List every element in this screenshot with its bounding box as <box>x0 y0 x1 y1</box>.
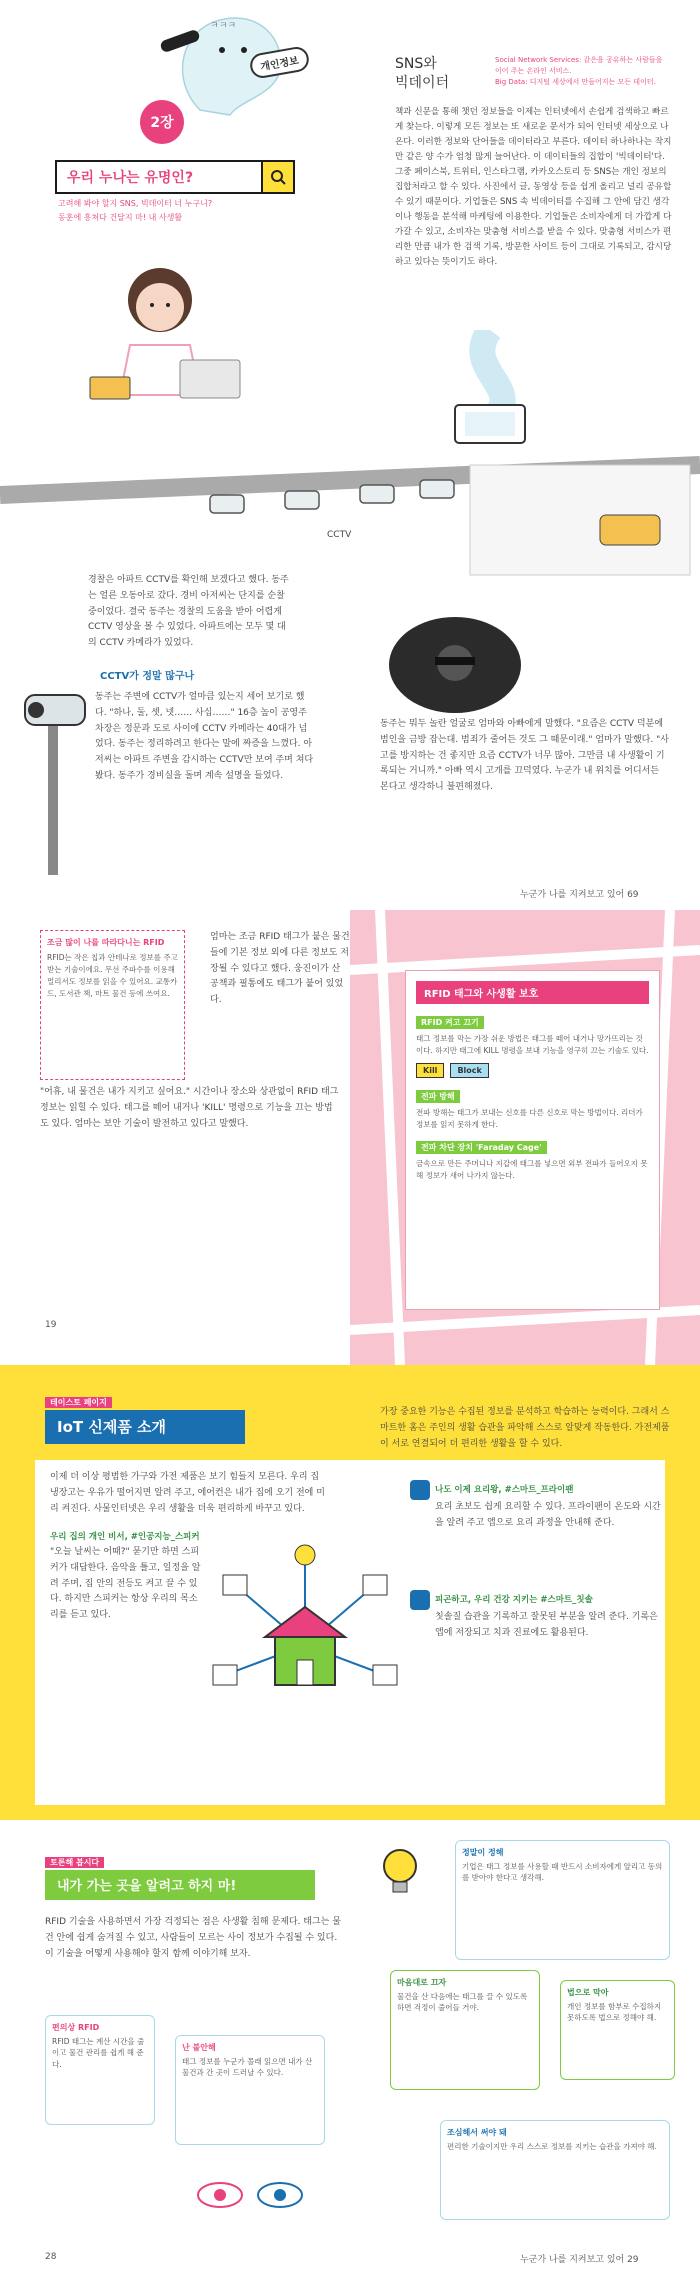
page-footer: 누군가 나를 지켜보고 있어 29 <box>520 2255 639 2265</box>
debate-title: 내가 가는 곳을 알려고 하지 마! <box>45 1870 315 1900</box>
definition-sns: Social Network Services: 같은을 공유하는 사람들을 이어 주는 온라인 서비스. <box>495 56 663 76</box>
section-heading: SNS와 빅데이터 <box>395 56 450 91</box>
bubble-consent <box>455 1840 670 1960</box>
box-anxious <box>175 2035 325 2145</box>
iot-body-brush: 칫솔질 습관을 기록하고 잘못된 부분을 알려 준다. 기록은 앱에 저장되고 치과 진료에도 활용된다. <box>435 1612 658 1638</box>
bubble-law <box>560 1980 675 2080</box>
search-title: 우리 누나는 유명인? <box>67 170 194 186</box>
bubble-careful <box>440 2120 670 2220</box>
box-anxious-body: 태그 정보를 누군가 몰래 읽으면 내가 산 물건과 간 곳이 드러날 수 있다. <box>182 2057 313 2078</box>
page-footer: 누군가 나를 지켜보고 있어 69 <box>520 890 639 900</box>
definition-bigdata: Big Data: 디지털 세상에서 만들어지는 모든 데이터. <box>495 78 656 87</box>
bubble-turn-off-body: 물건을 산 다음에는 태그를 끌 수 있도록 하면 걱정이 줄어들 거야. <box>397 1992 528 2013</box>
bubble-law-title: 법으로 막아 <box>567 1988 609 1997</box>
iot-body-speaker: "오늘 날씨는 어때?" 묻기만 하면 스피커가 대답한다. 음악을 틀고, 일정을 알려 주며, 집 안의 전등도 켜고 끌 수 있다. 하지만 스피커는 항상 우리의 목소리를 듣고 있다. <box>50 1547 201 1620</box>
box-convenience <box>45 2015 155 2125</box>
box-convenience-body: RFID 태그는 계산 시간을 줄이고 물건 관리를 쉽게 해 준다. <box>52 2037 145 2069</box>
body-text: 책과 신문을 통해 챗던 정보들을 이제는 인터넷에서 손쉽게 검색하고 빠르게 찾는다. 이렇게 모든 정보는 또 새로운 문서가 되어 인터넷 세상으로 나온다. 이러한 정보와 단어들을 데이터라고 부른다. 데이터 하나하나는 작지만 같은 양 수가 엄청 많게 늘어난다. 이 데이터들의 집합이 '빅데이터'다. 그중 페이스북, 트위터, 인스타그램, 카카오스토리 등 SNS는 개인 정보의 집합처라고 할 수 있다. 사진에서 글, 동영상 등을 쉽게 올리고 널리 공유할 수 있기 때문이다. 기업들은 SNS 속 빅데이터를 수집해 그 안에 담긴 생각이나 행동을 분석해 마케팅에 이용한다. 기업들은 소비자에게 더 가깝게 다가갈 수 있고, 소비자는 맞춤형 서비스를 받을 수 있다. 맞춤형 서비스가 편리한 만큼 내가 한 검색 기록, 방문한 사이트 등이 그대로 기록되고, 감시당하고 있다는 뜻이기도 하다. <box>395 107 672 268</box>
spread-sns-bigdata <box>0 0 700 455</box>
bubble-consent-title: 정말이 정해 <box>462 1848 504 1857</box>
debate-tag-wrap <box>45 1850 104 1869</box>
rfid-body-2: 전파 방해는 태그가 보내는 신호를 다른 신호로 막는 방법이다. 리더가 정보를 읽지 못하게 한다. <box>416 1108 643 1129</box>
subhead-cctv: CCTV가 정말 많구나 <box>100 671 195 682</box>
spread-iot <box>0 1365 700 1820</box>
privacy-sticker: 개인정보 <box>248 45 310 80</box>
laugh-text: ㅋㅋㅋ <box>210 21 237 31</box>
iot-sub-speaker: 우리 집의 개인 비서, #인공지능_스피커 <box>50 1532 200 1542</box>
rfid-box-title: RFID 태그와 사생활 보호 <box>416 981 649 1004</box>
title-search-box <box>55 160 295 194</box>
iot-intro-right: 가장 중요한 기능은 수집된 정보를 분석하고 학습하는 능력이다. 그래서 스마트한 홈은 주인의 생활 습관을 파악해 스스로 알맞게 작동한다. 가전제품이 서로 연결되어 더 편리한 생활을 할 수 있다. <box>380 1407 670 1449</box>
lightbulb-icon <box>370 1840 430 1900</box>
page-number-left: 19 <box>45 1320 57 1330</box>
bubble-law-body: 개인 정보를 함부로 수집하지 못하도록 법으로 정해야 해. <box>567 2002 662 2023</box>
left-body-b: "어휴, 내 물건은 내가 지키고 싶어요." 시간이나 장소와 상관없이 RFID 태그 정보는 읽힐 수 있다. 태그를 떼어 내거나 'KILL' 명령으로 기능을 끄는 방법도 있다. 엄마는 보안 기술이 발전하고 있다고 말했다. <box>40 1087 339 1129</box>
iot-body-pan: 요리 초보도 쉽게 요리할 수 있다. 프라이팬이 온도와 시간을 알려 주고 앱으로 요리 과정을 안내해 준다. <box>435 1502 661 1528</box>
smart-home-diagram <box>205 1525 405 1725</box>
debate-tag: 토론해 봅시다 <box>45 1857 104 1868</box>
iot-tag: 테이스토 페이지 <box>45 1397 112 1408</box>
spread-cctv <box>0 455 700 910</box>
spread-rfid <box>0 910 700 1365</box>
definitions <box>495 55 670 89</box>
page-number-left: 28 <box>45 2252 57 2262</box>
search-icon <box>261 162 293 192</box>
rfid-note-title: 조금 많이 나를 따라다니는 RFID <box>47 938 165 947</box>
box-anxious-title: 난 불안해 <box>182 2043 216 2052</box>
girl-laptop-illustration <box>70 245 260 415</box>
tag-illustrations <box>416 1063 649 1078</box>
rfid-sub-1: RFID 켜고 끄기 <box>416 1016 484 1029</box>
rfid-note <box>40 930 185 1080</box>
search-subtitle-1: 고려해 봐야 할지 SNS, 빅데이터 너 누구니? <box>58 199 213 208</box>
iot-body-left: 이제 더 이상 평범한 가구와 가전 제품은 보기 힘들지 모른다. 우리 집 냉장고는 우유가 떨어지면 알려 주고, 에어컨은 내가 집에 오기 전에 미리 켜진다. 사물인터넷은 우리 생활을 더욱 편리하게 바꾸고 있다. <box>50 1472 325 1514</box>
pan-icon <box>410 1480 430 1500</box>
eye-icons <box>180 2160 320 2230</box>
chapter-badge: 2장 <box>140 100 184 144</box>
bubble-careful-title: 조심해서 써야 돼 <box>447 2128 507 2137</box>
screen-stream-illustration <box>420 330 570 450</box>
cctv-sign: CCTV <box>327 530 352 540</box>
bubble-turn-off-title: 마음대로 끄자 <box>397 1978 447 1987</box>
bubble-kill: Kill <box>416 1063 444 1078</box>
search-subtitle-2: 동훈에 흥쳐다 건달지 마! 내 사생활 <box>58 213 183 222</box>
iot-title: IoT 신제품 소개 <box>45 1410 245 1444</box>
left-body-a: 엄마는 조금 RFID 태그가 붙은 물건들에 기본 정보 외에 다른 정보도 저장될 수 있다고 했다. 웅진이가 산 공책과 필통에도 태그가 붙어 있었다. <box>210 932 350 1005</box>
iot-sub-pan: 나도 이제 요리왕, #스마트_프라이팬 <box>435 1485 574 1495</box>
thief-cloud-illustration <box>380 605 530 725</box>
bubble-block: Block <box>450 1063 488 1078</box>
debate-body: RFID 기술을 사용하면서 가장 걱정되는 점은 사생활 침해 문제다. 태그는 물건 안에 쉽게 숨겨질 수 있고, 사람들이 모르는 사이 정보가 수집될 수 있다. 이 기술을 어떻게 사용해야 할지 함께 이야기해 보자. <box>45 1917 341 1959</box>
left-body-1: 경찰은 아파트 CCTV를 확인해 보겠다고 했다. 동주는 얼른 오동아로 갔다. 경비 아저씨는 단지를 순찰 중이었다. 결국 동주는 경찰의 도움을 받아 어렵게 CCTV 영상을 볼 수 있었다. 아파트에는 모두 몇 대의 CCTV 카메라가 있었다. <box>88 575 289 648</box>
rfid-privacy-box <box>405 970 660 1310</box>
right-body: 동주는 뭐두 놀란 얼굴로 엄마와 아빠에게 말했다. "요즘은 CCTV 덕분에 범인을 금방 잡는대. 범죄가 줄어든 것도 그 때문이래." 엄마가 말했다. "사고를 방지하는 건 좋지만 요즘 CCTV가 너무 많아. 그만큼 내 사생활이 기록되는 거니까." 아빠 역시 고개를 끄덕였다. 누군가 내 위치를 어디서든 본다고 생각하니 불편해졌다. <box>380 719 669 792</box>
toothbrush-icon <box>410 1590 430 1610</box>
bubble-careful-body: 편리한 기술이지만 우리 스스로 정보를 지키는 습관을 가져야 해. <box>447 2142 657 2151</box>
bubble-turn-off <box>390 1970 540 2090</box>
bubble-consent-body: 기업은 태그 정보를 사용할 때 반드시 소비자에게 알리고 동의를 받아야 한다고 생각해. <box>462 1862 663 1883</box>
cctv-pole-illustration <box>20 655 90 875</box>
rfid-sub-3: 전파 차단 장치 'Faraday Cage' <box>416 1141 547 1154</box>
rfid-sub-2: 전파 방해 <box>416 1090 460 1103</box>
left-body-2: 동주는 주변에 CCTV가 얼마큼 있는지 세어 보기로 했다. "하나, 둘, 셋, 넷…… 사십……" 16층 높이 공영주차장은 정문과 도로 사이에 CCTV 카메라는 40대가 넘었다. 동주는 정리하려고 한다는 말에 짜증을 느꼈다. 아저씨는 아파트 주변을 감시하는 CCTV만 보여 주며 쳐다봤다. 동주가 경비실을 돌며 계속 설명을 들었다. <box>95 692 314 781</box>
iot-tag-wrap <box>45 1390 112 1409</box>
spread-debate <box>0 1820 700 2275</box>
rfid-note-body: RFID는 작은 칩과 안테나로 정보를 주고받는 기술이에요. 무선 주파수를 이용해 멀리서도 정보를 읽을 수 있어요. 교통카드, 도서관 책, 마트 물건 등에 쓰여요. <box>47 953 178 998</box>
box-convenience-title: 편의상 RFID <box>52 2023 100 2032</box>
iot-sub-brush: 피곤하고, 우리 건강 지키는 #스마트_칫솔 <box>435 1595 593 1605</box>
rfid-body-3: 금속으로 만든 주머니나 지갑에 태그를 넣으면 외부 전파가 들어오지 못해 정보가 새어 나가지 않는다. <box>416 1159 648 1180</box>
rfid-body-1: 태그 정보를 막는 가장 쉬운 방법은 태그를 떼어 내거나 망가뜨리는 것이다. 하지만 태그에 KILL 명령을 보내 기능을 영구히 끄는 기술도 있다. <box>416 1034 649 1055</box>
